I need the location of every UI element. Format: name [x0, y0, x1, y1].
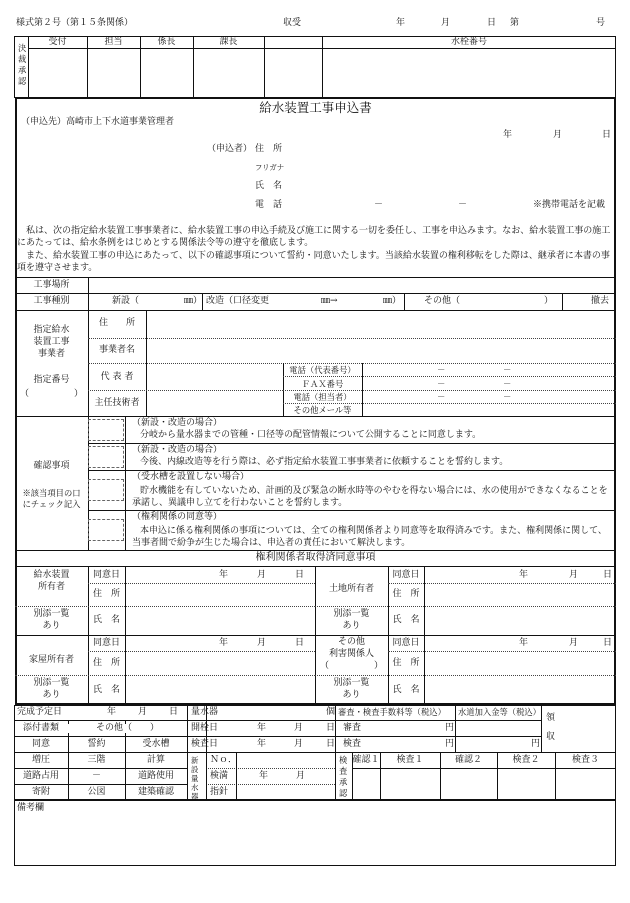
house-owner-label: 家屋所有者 — [28, 655, 74, 665]
other-interested-3: （ ） — [319, 661, 383, 671]
contractor-rep-label: 代 表 者 — [100, 372, 134, 382]
apply-day: 日 — [602, 130, 612, 140]
rights-date-r1: 同意日 — [392, 570, 420, 580]
cell-jusuiso: 受水槽 — [142, 739, 170, 749]
rights-address-r1: 住 所 — [392, 589, 420, 599]
check-box-1[interactable] — [88, 419, 124, 441]
completion-year: 年 — [107, 707, 117, 717]
approval-side-1: 決 — [18, 43, 27, 53]
cell-zoatsu: 増圧 — [31, 755, 50, 765]
check-box-4[interactable] — [88, 519, 124, 541]
rights-month-l1: 月 — [257, 570, 267, 580]
work-place-label: 工事場所 — [33, 280, 70, 290]
owner-equipment-1: 給水装置 — [33, 570, 70, 580]
fee-label: 審査・検査手数料等（税込） — [338, 707, 446, 717]
contractor-number-parens: （ ） — [19, 389, 83, 399]
rights-day-r2: 日 — [603, 638, 613, 648]
rights-month-r2: 月 — [569, 638, 579, 648]
rights-address-r2: 住 所 — [392, 658, 420, 668]
rights-address-l2: 住 所 — [92, 658, 120, 668]
confirmation-note-1: ※該当項目の口 — [22, 488, 81, 498]
phone-person-label: 電話（担当者） — [293, 392, 352, 402]
meter-pointer-label: 指針 — [210, 787, 229, 797]
header-go: 号 — [596, 18, 606, 28]
opening-month: 月 — [294, 723, 304, 733]
inspection-year: 年 — [257, 739, 267, 749]
other-attach-2: あり — [342, 690, 361, 700]
recipient: （申込先）高崎市上下水道事業管理者 — [21, 117, 175, 127]
new-meter-label: 新設量水器 — [191, 756, 199, 801]
cell-doui: 同意 — [31, 739, 50, 749]
owner-equipment-2: 所有者 — [37, 582, 65, 592]
remarks-box — [14, 800, 616, 866]
approval-side-3: 承 — [18, 65, 27, 75]
rights-day-l1: 日 — [295, 570, 305, 580]
confirmation-note-2: にチェック記入 — [22, 499, 81, 509]
opening-year: 年 — [257, 723, 267, 733]
col-uketsuke: 受付 — [48, 37, 67, 47]
cell-seiyaku: 誓約 — [87, 739, 106, 749]
work-other-close: ） — [544, 296, 554, 306]
completion-day: 日 — [169, 707, 179, 717]
inspection-month: 月 — [294, 739, 304, 749]
rights-name-r1: 氏 名 — [392, 615, 420, 625]
confirm-head-4: （権利関係の同意等） — [132, 512, 223, 522]
mobile-note: ※携帯電話を記載 — [533, 200, 606, 210]
meter-no-label: Ｎｏ． — [210, 755, 238, 765]
completion-label: 完成予定日 — [17, 707, 63, 717]
rights-month-r1: 月 — [569, 570, 579, 580]
other-email-label: その他メール等 — [293, 405, 352, 415]
header-dai: 第 — [510, 18, 520, 28]
contractor-number-label: 指定番号 — [33, 375, 70, 385]
inspection-fee-label: 検査 — [343, 739, 362, 749]
opening-date-label: 開栓日 — [191, 723, 219, 733]
approval-side-4: 認 — [18, 76, 27, 86]
check-kensa-1: 検査１ — [396, 755, 424, 765]
check-box-3[interactable] — [88, 479, 124, 501]
cell-dash: － — [91, 771, 101, 781]
rights-year-l1: 年 — [219, 570, 229, 580]
confirm-head-1: （新設・改造の場合） — [132, 418, 223, 428]
meter-pieces: 個 — [326, 707, 336, 717]
expiry-month: 月 — [296, 771, 306, 781]
confirm-body-3: 貯水機能を有していないため、計画的及び緊急の断水時等のやむを得ない場合には、水の使用ができなくなることを承諾し、異議申し立てを行わないことを誓約します。 — [132, 486, 608, 508]
rights-date-l1: 同意日 — [92, 570, 120, 580]
cell-road-occupy: 道路占用 — [22, 771, 59, 781]
owner-equipment-attach-1: 別添一覧 — [33, 609, 70, 619]
rights-title: 権利関係者取得済同意事項 — [255, 552, 376, 563]
paragraph-pledge: また、給水装置工事の申込にあたって、以下の確認事項について誓約・同意いたします。当該給水装置の権利移転をした際は、継承者に本書の事項を遵守させます。 — [17, 251, 610, 273]
cell-keisan: 計算 — [146, 755, 165, 765]
dash-b1: － — [437, 379, 446, 389]
water-fee-yen: 円 — [531, 739, 541, 749]
landowner-label: 土地所有者 — [328, 584, 374, 594]
rights-day-r1: 日 — [603, 570, 613, 580]
review-fee-yen: 円 — [445, 723, 455, 733]
contractor-label-2: 装置工事 — [33, 337, 70, 347]
contractor-label-3: 事業者 — [37, 349, 65, 359]
water-fee-label: 水道加入金等（税込） — [458, 707, 541, 717]
review-fee-label: 審査 — [343, 723, 362, 733]
opening-day: 日 — [326, 723, 336, 733]
rights-name-l2: 氏 名 — [92, 685, 120, 695]
cell-road-use: 道路使用 — [137, 771, 174, 781]
contractor-engineer-label: 主任技術者 — [94, 398, 140, 408]
insp-approval-3: 承 — [339, 777, 348, 787]
receipt-label: 収受 — [283, 18, 302, 28]
apply-month: 月 — [553, 130, 563, 140]
receipt-side-2: 収 — [546, 732, 556, 742]
header-month: 月 — [441, 18, 451, 28]
applicant-phone-label: 電 話 — [255, 200, 283, 210]
rights-name-l1: 氏 名 — [92, 615, 120, 625]
other-interested-2: 利害関係人 — [328, 649, 374, 659]
applicant-label: （申込者） — [207, 144, 253, 154]
rights-year-r2: 年 — [519, 638, 529, 648]
rights-date-l2: 同意日 — [92, 638, 120, 648]
expiry-year: 年 — [259, 771, 269, 781]
col-kakaricho: 係長 — [157, 37, 176, 47]
check-kensa-2: 検査２ — [512, 755, 540, 765]
work-type-other: その他（ — [424, 296, 461, 306]
phone-dash-1: － — [374, 200, 384, 210]
dash-c2: － — [503, 392, 512, 402]
form-title: 給水装置工事申込書 — [259, 100, 372, 115]
inspection-date-label: 検査日 — [191, 739, 219, 749]
meter-expiry-label: 検満 — [210, 771, 229, 781]
work-type-modify: 改造（口径変更 — [206, 296, 270, 306]
inspection-fee-yen: 円 — [445, 739, 455, 749]
inspection-day: 日 — [326, 739, 336, 749]
attachments-other: その他（ ） — [68, 724, 187, 733]
land-attach-2: あり — [342, 621, 361, 631]
dash-b2: － — [503, 379, 512, 389]
owner-equipment-attach-2: あり — [42, 621, 61, 631]
other-attach-1: 別添一覧 — [333, 678, 370, 688]
header-day: 日 — [487, 18, 497, 28]
insp-approval-1: 検 — [339, 755, 348, 765]
cell-kifu: 寄附 — [31, 787, 50, 797]
rights-year-r1: 年 — [519, 570, 529, 580]
header-year: 年 — [396, 18, 406, 28]
confirm-body-1: 分岐から量水器までの管種・口径等の配管情報について公開することに同意します。 — [140, 430, 482, 440]
contractor-address-label: 住 所 — [98, 318, 135, 328]
dash-a2: － — [503, 365, 512, 375]
confirmation-label: 確認事項 — [33, 461, 70, 471]
work-mm-close: ㎜） — [383, 296, 402, 306]
form-number: 様式第２号（第１５条関係） — [16, 18, 134, 28]
dash-c1: － — [437, 392, 446, 402]
confirm-head-2: （新設・改造の場合） — [132, 445, 223, 455]
work-type-removal: 撤去 — [591, 296, 610, 306]
dash-a1: － — [437, 365, 446, 375]
rights-name-r2: 氏 名 — [392, 685, 420, 695]
furigana-label: フリガナ — [255, 163, 285, 172]
completion-month: 月 — [138, 707, 148, 717]
contractor-label-1: 指定給水 — [33, 325, 70, 335]
col-kacho: 課長 — [219, 37, 238, 47]
remarks-label: 備考欄 — [17, 803, 45, 813]
col-suisen-number: 水栓番号 — [450, 37, 487, 47]
paragraph-entrust: 私は、次の指定給水装置工事事業者に、給水装置工事の申込手続及び施工に関する一切を委任し、工事を申込みます。なお、給水装置工事の施工にあたっては、給水条例をはじめとする関係法令等の遵守を徹底します。 — [17, 226, 611, 248]
house-attach-1: 別添一覧 — [33, 678, 70, 688]
cell-kouzu: 公図 — [87, 787, 106, 797]
receipt-side-1: 領 — [546, 713, 556, 723]
check-kensa-3: 検査３ — [571, 755, 599, 765]
rights-year-l2: 年 — [219, 638, 229, 648]
meter-label: 量水器 — [191, 707, 219, 717]
phone-rep-label: 電話（代表番号） — [289, 365, 356, 375]
contractor-business-label: 事業者名 — [98, 345, 135, 355]
other-interested-1: その他 — [337, 637, 365, 647]
work-type-label: 工事種別 — [33, 296, 70, 306]
confirm-head-3: （受水槽を設置しない場合） — [132, 472, 250, 482]
land-attach-1: 別添一覧 — [333, 609, 370, 619]
check-kakunin-2: 確認２ — [454, 755, 482, 765]
apply-year: 年 — [503, 130, 513, 140]
confirm-body-4: 本申込に係る権利関係の事項については、全ての権利関係者より同意等を取得済みです。また、権利関係に関して、当事者間で紛争が生じた場合は、申込者の責任において解決します。 — [132, 526, 607, 548]
cell-kenchiku: 建築確認 — [137, 787, 174, 797]
insp-approval-4: 認 — [339, 788, 348, 798]
rights-address-l1: 住 所 — [92, 589, 120, 599]
fax-label: ＦＡＸ番号 — [301, 379, 344, 389]
col-tanto: 担当 — [104, 37, 123, 47]
rights-date-r2: 同意日 — [392, 638, 420, 648]
house-attach-2: あり — [42, 690, 61, 700]
check-box-2[interactable] — [88, 446, 124, 468]
check-kakunin-1: 確認１ — [352, 755, 380, 765]
work-type-new: 新設（ ㎜） — [112, 296, 203, 306]
applicant-name-label: 氏 名 — [255, 181, 283, 191]
cell-sankai: 三階 — [87, 755, 106, 765]
applicant-address-label: 住 所 — [255, 144, 283, 154]
work-mm-arrow: ㎜→ — [321, 296, 338, 306]
phone-dash-2: － — [458, 200, 468, 210]
insp-approval-2: 査 — [339, 766, 348, 776]
attachments-label: 添付書類 — [22, 723, 59, 733]
approval-side-2: 裁 — [18, 54, 27, 64]
rights-day-l2: 日 — [295, 638, 305, 648]
rights-month-l2: 月 — [257, 638, 267, 648]
confirm-body-2: 今後、内線改造等を行う際は、必ず指定給水装置工事事業者に依頼することを誓約します。 — [140, 457, 509, 467]
